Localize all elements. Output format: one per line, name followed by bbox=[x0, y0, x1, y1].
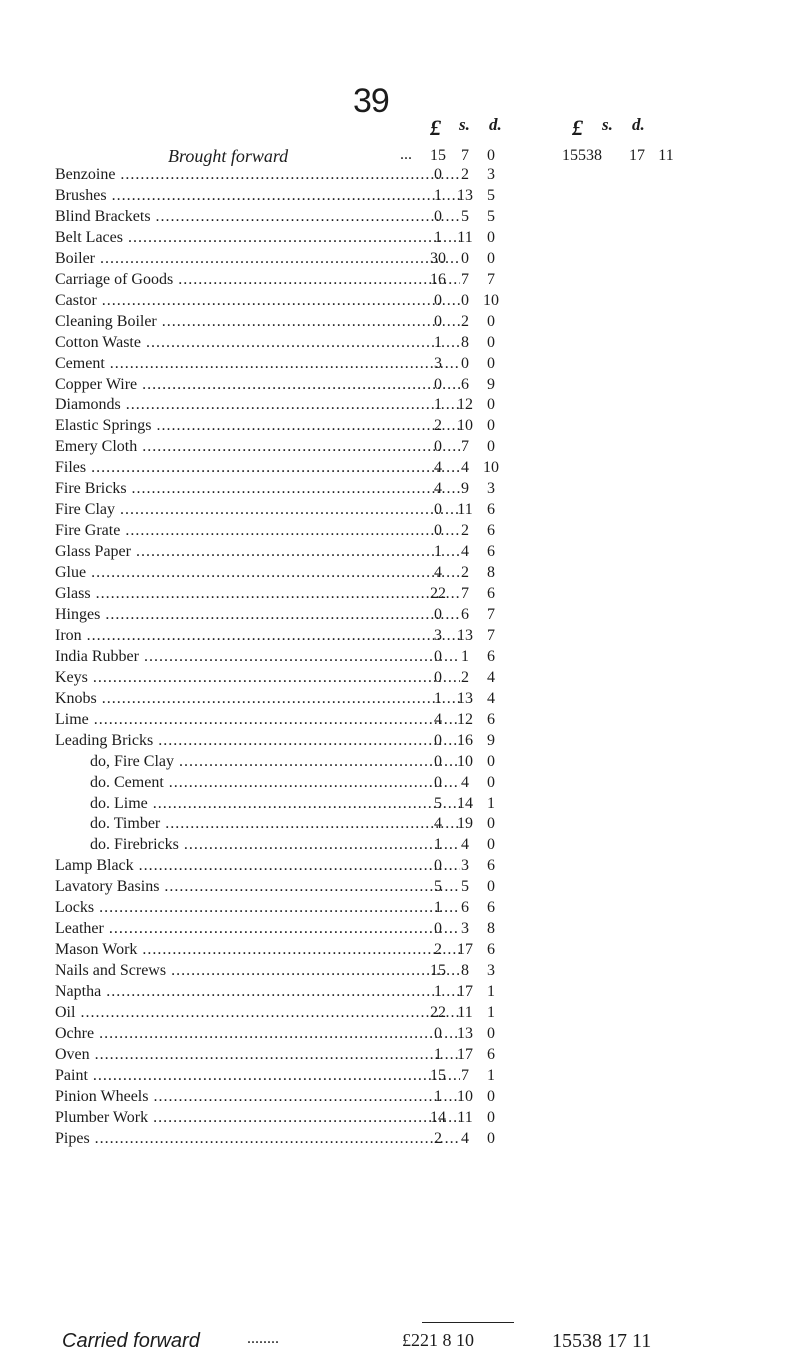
item-pounds: 4 bbox=[434, 710, 442, 728]
item-pence: 7 bbox=[487, 626, 495, 644]
item-pounds: 2 bbox=[434, 941, 442, 959]
item-pounds: 0 bbox=[434, 647, 442, 665]
ledger-row bbox=[0, 249, 800, 269]
item-pounds: 1 bbox=[434, 333, 442, 351]
item-pence: 6 bbox=[487, 899, 495, 917]
item-label: do. Firebricks ..... bbox=[90, 835, 460, 855]
item-label: Paint ..... bbox=[55, 1066, 460, 1086]
ledger-row bbox=[0, 500, 800, 520]
item-label: Pipes ..... bbox=[55, 1129, 460, 1149]
item-pounds: 0 bbox=[434, 1024, 442, 1042]
brought-forward-total-pounds: 15538 bbox=[562, 147, 602, 164]
ledger-row bbox=[0, 982, 800, 1002]
item-shillings: 10 bbox=[457, 752, 473, 770]
item-pounds: 15 bbox=[430, 962, 446, 980]
item-pence: 5 bbox=[487, 186, 495, 204]
ledger-row bbox=[0, 458, 800, 478]
item-label: Locks ..... bbox=[55, 898, 460, 918]
ledger-row bbox=[0, 395, 800, 415]
item-label: Ochre ..... bbox=[55, 1024, 460, 1044]
item-pounds: 1 bbox=[434, 899, 442, 917]
ledger-row bbox=[0, 835, 800, 855]
item-pence: 6 bbox=[487, 585, 495, 602]
header-pounds: £ bbox=[430, 115, 441, 140]
item-label: Iron ..... bbox=[55, 626, 460, 646]
item-label: Diamonds ..... bbox=[55, 395, 460, 415]
item-label: Mason Work ..... bbox=[55, 940, 460, 960]
item-pounds: 4 bbox=[434, 815, 442, 833]
ledger-row bbox=[0, 856, 800, 876]
item-pence: 3 bbox=[487, 480, 495, 498]
item-label: do. Timber ..... bbox=[90, 814, 460, 834]
item-shillings: 17 bbox=[457, 941, 473, 959]
item-shillings: 5 bbox=[461, 878, 469, 896]
ledger-row bbox=[0, 416, 800, 436]
item-pounds: 0 bbox=[434, 920, 442, 938]
ledger-row bbox=[0, 333, 800, 353]
brought-forward-shillings: 7 bbox=[461, 147, 469, 164]
ledger-row bbox=[0, 1024, 800, 1044]
item-pence: 0 bbox=[487, 333, 495, 351]
header-pounds-total: £ bbox=[572, 115, 583, 140]
item-pence: 0 bbox=[487, 1129, 495, 1147]
item-shillings: 13 bbox=[457, 689, 473, 707]
item-pounds: 0 bbox=[434, 857, 442, 875]
item-pounds: 0 bbox=[434, 291, 442, 309]
brought-forward-pence: 0 bbox=[487, 147, 495, 164]
item-shillings: 4 bbox=[461, 1129, 469, 1147]
item-pounds: 0 bbox=[434, 522, 442, 540]
item-shillings: 5 bbox=[461, 207, 469, 225]
item-pence: 0 bbox=[487, 354, 495, 372]
item-pounds: 15 bbox=[430, 1066, 446, 1084]
carried-forward-total: 15538 17 11 bbox=[552, 1330, 652, 1352]
item-label: Cotton Waste ..... bbox=[55, 333, 460, 353]
item-shillings: 16 bbox=[457, 731, 473, 749]
item-label: Oil ..... bbox=[55, 1003, 460, 1023]
item-pence: 8 bbox=[487, 564, 495, 581]
item-shillings: 6 bbox=[461, 899, 469, 917]
ledger-row bbox=[0, 542, 800, 562]
item-pence: 0 bbox=[487, 773, 495, 791]
ledger-row bbox=[0, 291, 800, 311]
item-pounds: 22 bbox=[430, 1004, 446, 1021]
item-label: Castor ..... bbox=[55, 291, 460, 311]
item-label: India Rubber ..... bbox=[55, 647, 460, 667]
item-shillings: 8 bbox=[461, 333, 469, 351]
item-label: Cleaning Boiler ..... bbox=[55, 312, 460, 332]
carried-forward-label: Carried forward bbox=[62, 1330, 200, 1352]
item-pence: 0 bbox=[487, 836, 495, 854]
item-pence: 6 bbox=[487, 710, 495, 728]
item-pence: 0 bbox=[487, 312, 495, 330]
item-pounds: 0 bbox=[434, 731, 442, 749]
item-pounds: 1 bbox=[434, 543, 442, 561]
item-pence: 1 bbox=[487, 1004, 495, 1021]
item-label: Glue ..... bbox=[55, 563, 460, 583]
ledger-row bbox=[0, 270, 800, 290]
item-pence: 0 bbox=[487, 878, 495, 896]
item-pence: 1 bbox=[487, 1066, 495, 1084]
item-shillings: 7 bbox=[461, 438, 469, 456]
item-pence: 0 bbox=[487, 396, 495, 414]
item-label: do. Cement ..... bbox=[90, 773, 460, 793]
ledger-row bbox=[0, 375, 800, 395]
ledger-row bbox=[0, 961, 800, 981]
item-shillings: 6 bbox=[461, 375, 469, 393]
item-pence: 9 bbox=[487, 731, 495, 749]
item-pounds: 1 bbox=[434, 836, 442, 854]
item-shillings: 17 bbox=[457, 983, 473, 1000]
ledger-row bbox=[0, 1066, 800, 1086]
item-pounds: 4 bbox=[434, 480, 442, 498]
item-pence: 10 bbox=[483, 459, 499, 477]
item-pence: 6 bbox=[487, 1045, 495, 1063]
item-pence: 0 bbox=[487, 1024, 495, 1042]
item-pounds: 1 bbox=[434, 689, 442, 707]
item-pounds: 1 bbox=[434, 186, 442, 204]
item-label: Leather ..... bbox=[55, 919, 460, 939]
item-shillings: 2 bbox=[461, 668, 469, 686]
item-shillings: 17 bbox=[457, 1045, 473, 1063]
item-label: Leading Bricks ..... bbox=[55, 731, 460, 751]
ledger-row bbox=[0, 919, 800, 939]
item-shillings: 3 bbox=[461, 920, 469, 938]
ledger-row bbox=[0, 689, 800, 709]
item-shillings: 4 bbox=[461, 459, 469, 477]
item-label: Fire Bricks ..... bbox=[55, 479, 460, 499]
item-pounds: 2 bbox=[434, 417, 442, 435]
item-pence: 3 bbox=[487, 962, 495, 980]
ledger-row bbox=[0, 563, 800, 583]
item-shillings: 10 bbox=[457, 1087, 473, 1105]
item-label: Fire Grate ..... bbox=[55, 521, 460, 541]
item-label: Knobs ..... bbox=[55, 689, 460, 709]
ledger-row bbox=[0, 479, 800, 499]
item-label: Plumber Work ..... bbox=[55, 1108, 460, 1128]
item-label: Hinges ..... bbox=[55, 605, 460, 625]
header-shillings: s. bbox=[459, 115, 470, 134]
item-pounds: 3 bbox=[434, 354, 442, 372]
item-shillings: 2 bbox=[461, 564, 469, 581]
item-shillings: 2 bbox=[461, 312, 469, 330]
ledger-row bbox=[0, 773, 800, 793]
item-pounds: 1 bbox=[434, 1087, 442, 1105]
ledger-row bbox=[0, 794, 800, 814]
ledger-row bbox=[0, 605, 800, 625]
item-pounds: 0 bbox=[434, 606, 442, 623]
item-pounds: 0 bbox=[434, 312, 442, 330]
item-shillings: 6 bbox=[461, 606, 469, 623]
item-pence: 6 bbox=[487, 522, 495, 540]
ledger-row bbox=[0, 668, 800, 688]
ledger-row bbox=[0, 877, 800, 897]
item-shillings: 11 bbox=[457, 1108, 473, 1126]
ledger-row bbox=[0, 165, 800, 185]
brought-forward-dots: ... bbox=[400, 146, 412, 163]
item-pounds: 1 bbox=[434, 228, 442, 246]
item-pence: 0 bbox=[487, 438, 495, 456]
carried-forward-amount: £221 8 10 bbox=[402, 1330, 474, 1350]
item-pence: 6 bbox=[487, 543, 495, 561]
item-pence: 7 bbox=[487, 270, 495, 288]
item-label: do, Fire Clay ..... bbox=[90, 752, 460, 772]
item-pence: 0 bbox=[487, 417, 495, 435]
item-shillings: 10 bbox=[457, 417, 473, 435]
item-label: Nails and Screws ..... bbox=[55, 961, 460, 981]
item-pence: 5 bbox=[487, 207, 495, 225]
item-label: Elastic Springs ..... bbox=[55, 416, 460, 436]
item-label: Files ..... bbox=[55, 458, 460, 478]
item-shillings: 2 bbox=[461, 166, 469, 183]
item-shillings: 7 bbox=[461, 270, 469, 288]
item-label: Fire Clay ..... bbox=[55, 500, 460, 520]
item-pounds: 16 bbox=[430, 270, 446, 288]
item-pounds: 0 bbox=[434, 773, 442, 791]
item-pounds: 1 bbox=[434, 396, 442, 414]
item-label: Naptha ..... bbox=[55, 982, 460, 1002]
ledger-row bbox=[0, 940, 800, 960]
sum-rule bbox=[422, 1322, 514, 1323]
item-label: Belt Laces ..... bbox=[55, 228, 460, 248]
item-shillings: 0 bbox=[461, 249, 469, 267]
carried-forward-dots: ........ bbox=[247, 1330, 279, 1347]
ledger-row bbox=[0, 814, 800, 834]
item-label: do. Lime ..... bbox=[90, 794, 460, 814]
ledger-row bbox=[0, 1129, 800, 1149]
ledger-row bbox=[0, 898, 800, 918]
brought-forward-row bbox=[0, 146, 800, 166]
item-label: Boiler ..... bbox=[55, 249, 460, 269]
item-pence: 1 bbox=[487, 983, 495, 1000]
item-pounds: 0 bbox=[434, 375, 442, 393]
item-pounds: 3 bbox=[434, 626, 442, 644]
item-pounds: 2 bbox=[434, 1129, 442, 1147]
item-shillings: 4 bbox=[461, 543, 469, 561]
item-shillings: 3 bbox=[461, 857, 469, 875]
item-shillings: 14 bbox=[457, 794, 473, 812]
item-shillings: 12 bbox=[457, 710, 473, 728]
ledger-row bbox=[0, 521, 800, 541]
item-label: Pinion Wheels ..... bbox=[55, 1087, 460, 1107]
ledger-row bbox=[0, 1045, 800, 1065]
item-pence: 0 bbox=[487, 752, 495, 770]
item-pence: 6 bbox=[487, 647, 495, 665]
item-pence: 4 bbox=[487, 668, 495, 686]
ledger-row bbox=[0, 626, 800, 646]
item-label: Cement ..... bbox=[55, 354, 460, 374]
item-shillings: 7 bbox=[461, 1066, 469, 1084]
ledger-row bbox=[0, 1003, 800, 1023]
item-shillings: 11 bbox=[457, 228, 473, 246]
item-label: Keys ..... bbox=[55, 668, 460, 688]
item-pounds: 1 bbox=[434, 983, 442, 1000]
item-pounds: 4 bbox=[434, 564, 442, 581]
item-label: Lavatory Basins ..... bbox=[55, 877, 460, 897]
item-pounds: 4 bbox=[434, 459, 442, 477]
item-label: Brushes ..... bbox=[55, 186, 460, 206]
header-shillings-total: s. bbox=[602, 115, 613, 134]
ledger-row bbox=[0, 354, 800, 374]
item-shillings: 13 bbox=[457, 186, 473, 204]
item-pence: 6 bbox=[487, 857, 495, 875]
item-label: Lime ..... bbox=[55, 710, 460, 730]
brought-forward-label: Brought forward bbox=[168, 146, 289, 166]
brought-forward-pounds: 15 bbox=[430, 147, 446, 164]
item-pence: 10 bbox=[483, 291, 499, 309]
ledger-row bbox=[0, 731, 800, 751]
item-pence: 0 bbox=[487, 1087, 495, 1105]
item-pence: 0 bbox=[487, 249, 495, 267]
ledger-row bbox=[0, 207, 800, 227]
item-pounds: 0 bbox=[434, 166, 442, 183]
item-shillings: 12 bbox=[457, 396, 473, 414]
ledger-row bbox=[0, 312, 800, 332]
ledger-row bbox=[0, 437, 800, 457]
item-pence: 3 bbox=[487, 166, 495, 183]
ledger-row bbox=[0, 710, 800, 730]
item-shillings: 13 bbox=[457, 1024, 473, 1042]
item-shillings: 8 bbox=[461, 962, 469, 980]
item-pounds: 0 bbox=[434, 668, 442, 686]
item-shillings: 7 bbox=[461, 585, 469, 602]
item-shillings: 2 bbox=[461, 522, 469, 540]
ledger-row bbox=[0, 186, 800, 206]
item-pounds: 5 bbox=[434, 794, 442, 812]
item-pounds: 0 bbox=[434, 501, 442, 519]
brought-forward-total-pence: 11 bbox=[658, 147, 674, 164]
ledger-row bbox=[0, 1108, 800, 1128]
item-shillings: 13 bbox=[457, 626, 473, 644]
item-pence: 0 bbox=[487, 228, 495, 246]
item-shillings: 1 bbox=[461, 647, 469, 665]
item-pounds: 0 bbox=[434, 752, 442, 770]
ledger-row bbox=[0, 228, 800, 248]
ledger-row bbox=[0, 647, 800, 667]
item-pounds: 1 bbox=[434, 1045, 442, 1063]
ledger-row bbox=[0, 1087, 800, 1107]
item-pence: 6 bbox=[487, 941, 495, 959]
item-pence: 4 bbox=[487, 689, 495, 707]
item-shillings: 9 bbox=[461, 480, 469, 498]
item-pence: 0 bbox=[487, 1108, 495, 1126]
item-pounds: 30 bbox=[430, 249, 446, 267]
item-pounds: 0 bbox=[434, 438, 442, 456]
item-label: Oven ..... bbox=[55, 1045, 460, 1065]
item-pence: 8 bbox=[487, 920, 495, 938]
item-pounds: 14 bbox=[430, 1108, 446, 1126]
item-label: Copper Wire ..... bbox=[55, 375, 460, 395]
item-pence: 9 bbox=[487, 375, 495, 393]
item-pounds: 22 bbox=[430, 585, 446, 602]
item-pence: 6 bbox=[487, 501, 495, 519]
item-pence: 0 bbox=[487, 815, 495, 833]
item-label: Glass ..... bbox=[55, 584, 460, 604]
item-shillings: 0 bbox=[461, 354, 469, 372]
item-shillings: 0 bbox=[461, 291, 469, 309]
item-label: Carriage of Goods ..... bbox=[55, 270, 460, 290]
item-shillings: 4 bbox=[461, 836, 469, 854]
header-pence-total: d. bbox=[632, 115, 645, 134]
header-pence: d. bbox=[489, 115, 502, 134]
item-pounds: 5 bbox=[434, 878, 442, 896]
item-label: Emery Cloth ..... bbox=[55, 437, 460, 457]
item-shillings: 19 bbox=[457, 815, 473, 833]
item-label: Benzoine ..... bbox=[55, 165, 460, 185]
item-label: Glass Paper ..... bbox=[55, 542, 460, 562]
item-shillings: 11 bbox=[457, 1004, 473, 1021]
item-pounds: 0 bbox=[434, 207, 442, 225]
item-pence: 7 bbox=[487, 606, 495, 623]
page-number: 39 bbox=[353, 82, 389, 120]
ledger-row bbox=[0, 584, 800, 604]
brought-forward-total-shillings: 17 bbox=[629, 147, 645, 164]
ledger-row bbox=[0, 752, 800, 772]
item-label: Blind Brackets ..... bbox=[55, 207, 460, 227]
item-shillings: 4 bbox=[461, 773, 469, 791]
item-label: Lamp Black ..... bbox=[55, 856, 460, 876]
item-pence: 1 bbox=[487, 794, 495, 812]
item-shillings: 11 bbox=[457, 501, 473, 519]
